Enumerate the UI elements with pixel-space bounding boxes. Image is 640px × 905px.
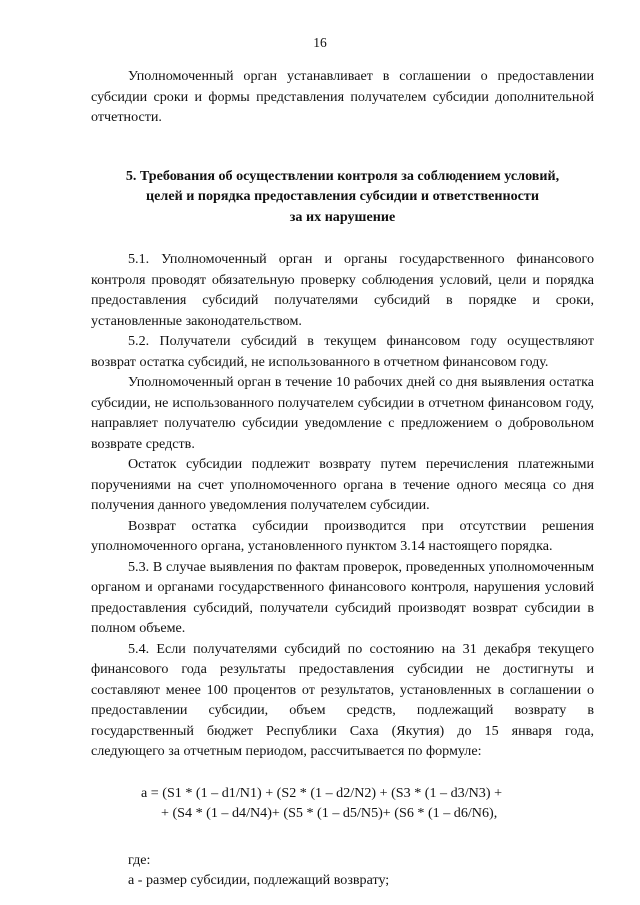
page-number: 16	[313, 35, 327, 50]
where-label: где:	[128, 851, 151, 868]
section-heading	[91, 166, 594, 228]
paragraph-5-1: 5.1. Уполномоченный орган и органы государственного финансового контроля проводят обязательную проверку соблюдения условий, цели и порядка предоставления субсидий получателями субсидий в порядке и сроки, установленные законодательством.	[91, 251, 594, 329]
paragraph-notice: Уполномоченный орган в течение 10 рабочих дней со дня выявления остатка субсидии, не использованного получателем субсидии в отчетном финансовом году, направляет получателю субсидии уведомление с предложением о добровольном возврате средств.	[91, 374, 594, 452]
formula	[91, 783, 594, 823]
paragraph-5-4: 5.4. Если получателями субсидий по состоянию на 31 декабря текущего финансового года результаты предоставления субсидии не достигнуты и составляют менее 100 процентов от результатов, установленных в соглашении о предоставлении субсидии, объем средств, подлежащий возврату в государственный бюджет Республики Саха (Якутия) до 15 января года, следующего за отчетным периодом, рассчитывается по формуле:	[91, 640, 594, 759]
section-heading-line: 5. Требования об осуществлении контроля за соблюдением условий,	[125, 167, 560, 184]
section-heading-line: целей и порядка предоставления субсидии и ответственности	[146, 188, 539, 204]
document-body	[91, 66, 594, 891]
paragraph-return: Остаток субсидии подлежит возврату путем перечисления платежными поручениями на счет уполномоченного органа в течение одного месяца со дня получения данного уведомления получателем субсидии.	[91, 456, 594, 513]
formula-line: + (S4 * (1 – d4/N4)+ (S5 * (1 – d5/N5)+ (S6 * (1 – d6/N6),	[161, 804, 498, 821]
formula-line: a = (S1 * (1 – d1/N1) + (S2 * (1 – d2/N2) + (S3 * (1 – d3/N3) +	[141, 784, 503, 801]
paragraph-5-3: 5.3. В случае выявления по фактам проверок, проведенных уполномоченным органом и органами государственного финансового контроля, нарушения условий предоставления субсидий, получатели субсидий производят возврат субсидии в полном объеме.	[91, 558, 594, 636]
section-heading-line: за их нарушение	[289, 208, 396, 225]
paragraph-decision: Возврат остатка субсидии производится при отсутствии решения уполномоченного органа, установленного пунктом 3.14 настоящего порядка.	[91, 517, 594, 554]
definition-item: а - размер субсидии, подлежащий возврату;	[128, 872, 390, 888]
paragraph-5-2: 5.2. Получатели субсидий в текущем финансовом году осуществляют возврат остатка субсидий, не использованного в отчетном финансовом году.	[91, 333, 594, 370]
intro-paragraph: Уполномоченный орган устанавливает в соглашении о предоставлении субсидии сроки и формы представления получателем субсидии дополнительной отчетности.	[91, 68, 594, 125]
